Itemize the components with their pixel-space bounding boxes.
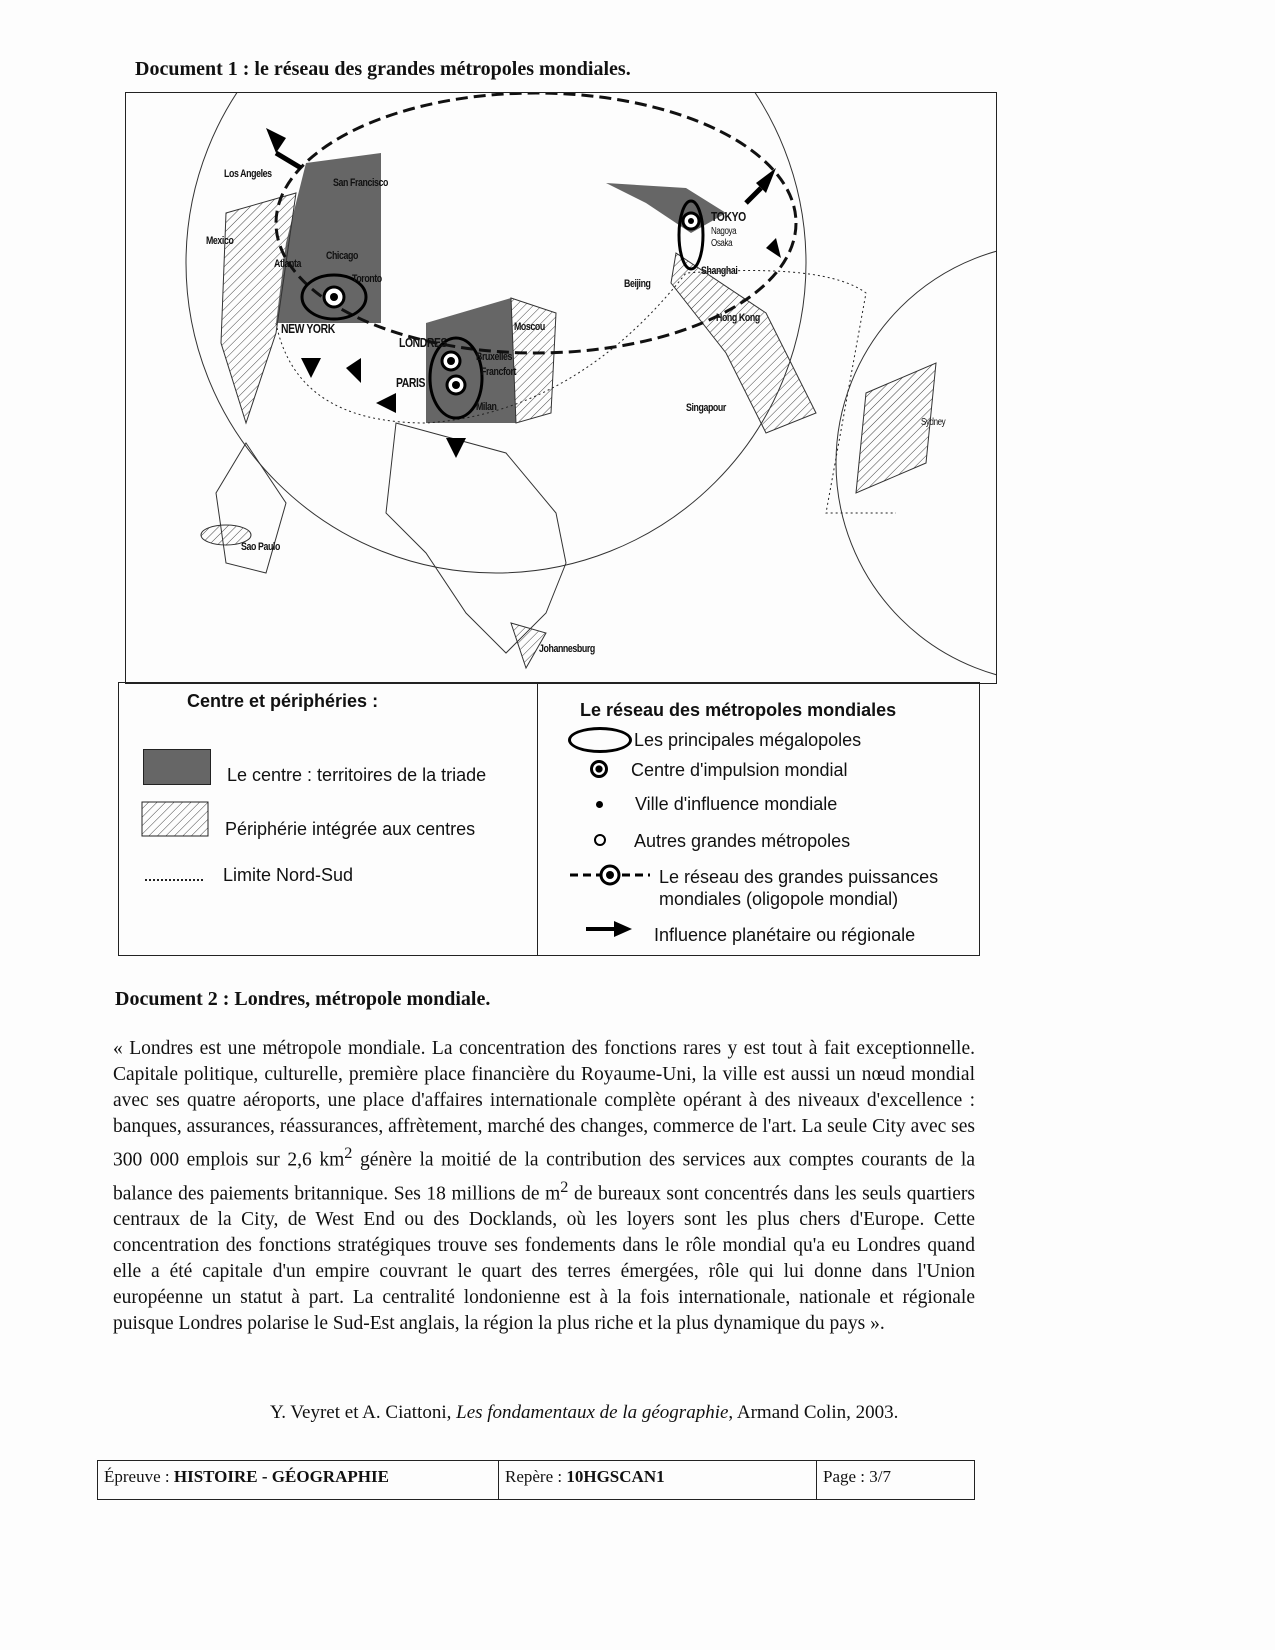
world-map [125,92,997,684]
ville-influence-icon [596,801,603,808]
city-nagoya: Nagoya [711,226,737,237]
legend-limite: Limite Nord-Sud [223,865,354,885]
page-number: Page : 3/7 [823,1467,891,1486]
city-sydney: Sydney [921,417,946,428]
city-mexico: Mexico [206,235,234,247]
oligopole-network-icon [570,863,650,887]
doc1-title: Document 1 : le réseau des grandes métropoles mondiales. [135,58,631,80]
city-moscou: Moscou [514,321,545,333]
legend-ville-influence: Ville d'influence mondiale [635,794,838,814]
repere-value: 10HGSCAN1 [566,1467,665,1486]
centre-swatch [143,749,211,785]
epreuve-value: HISTOIRE - GÉOGRAPHIE [173,1467,389,1486]
city-san-francisco: San Francisco [333,177,388,189]
source-authors: Y. Veyret et A. Ciattoni, [270,1402,457,1423]
legend-centre: Le centre : territoires de la triade [227,765,487,785]
legend-autres: Autres grandes métropoles [634,831,851,851]
legend-left-title: Centre et périphéries : [187,691,379,711]
city-new-york: NEW YORK [281,321,335,336]
city-tokyo: TOKYO [711,209,746,224]
text-part-a: « Londres est une métropole mondiale. La concentration des fonctions rares y est tout à fait exceptionnelle. Capitale politique, culturelle, première place financière du Royaume-Uni, la ville est aussi un nœud mondial avec ses quatre aéroports, une place d'affaires internationale complète opérant à des niveaux d'excellence : banques, assurances, réassurances, affrètement, marché des changes, commerce de l'art. La seule City avec ses 300 000 emplois sur 2,6 km [113,1038,975,1171]
city-beijing: Beijing [624,278,651,290]
legend-reseau-2: mondiales (oligopole mondial) [659,889,899,909]
city-paris: PARIS [396,375,426,390]
map-legend [118,682,980,956]
city-chicago: Chicago [326,250,358,262]
source-publisher: , Armand Colin, 2003. [728,1402,899,1423]
doc2-text [113,1036,975,1337]
footer-table [97,1460,975,1500]
text-part-c: de bureaux sont concentrés dans les seuls quartiers centraux de la City, de West End ou des Docklands, où les loyers sont les plus chers d'Europe. Cette concentration des fonctions stratégiques trouve ses fondements dans le rôle mondial qu'a eu Londres quand elle a été capitale d'un empire couvrant le quart des terres émergées, rôle qui lui donne dans l'Union européenne un statut à part. La centralité londonienne est à la fois internationale, nationale et régionale puisque Londres polarise le Sud-Est anglais, la région la plus riche et la plus dynamique du pays ». [113,1183,976,1334]
city-los-angeles: Los Angeles [224,168,272,180]
peripherie-swatch [141,801,209,837]
city-sao-paulo: Sao Paulo [241,541,280,553]
limite-line-icon [145,879,203,881]
legend-influence: Influence planétaire ou régionale [654,925,916,945]
city-singapour: Singapour [686,402,726,414]
doc2-title: Document 2 : Londres, métropole mondiale. [115,988,491,1010]
city-londres: LONDRES [399,335,448,350]
source-book-title: Les fondamentaux de la géographie [456,1402,729,1423]
megalopole-ellipse-icon [568,727,632,753]
city-osaka: Osaka [711,238,733,249]
autres-metropoles-icon [594,834,606,846]
map-drawing [126,93,996,683]
city-bruxelles: Bruxelles [476,351,513,363]
city-milan: Milan [476,401,497,413]
epreuve-label: Épreuve : [104,1467,174,1486]
legend-megalopoles: Les principales mégalopoles [634,730,862,750]
legend-right-title: Le réseau des métropoles mondiales [580,700,897,720]
legend-peripherie: Périphérie intégrée aux centres [225,819,476,839]
centre-impulsion-icon [590,760,608,778]
city-francfort: Francfort [481,366,517,378]
legend-reseau-1: Le réseau des grandes puissances [659,867,939,887]
city-hong-kong: Hong Kong [716,312,760,324]
legend-centre-impulsion: Centre d'impulsion mondial [631,760,848,780]
superscript-m2: 2 [560,1177,569,1196]
city-atlanta: Atlanta [274,258,302,270]
text-part-b: génère la moitié de la contribution des services aux comptes courants de la balance des paiements britannique. Ses 18 millions de m [113,1149,975,1204]
city-toronto: Toronto [352,273,382,285]
influence-arrow-icon [586,919,632,939]
superscript-km2: 2 [344,1144,353,1162]
doc2-source [270,1402,898,1424]
city-shanghai: Shanghai [701,265,738,277]
repere-label: Repère : [505,1467,567,1486]
city-johannesburg: Johannesburg [539,643,595,655]
